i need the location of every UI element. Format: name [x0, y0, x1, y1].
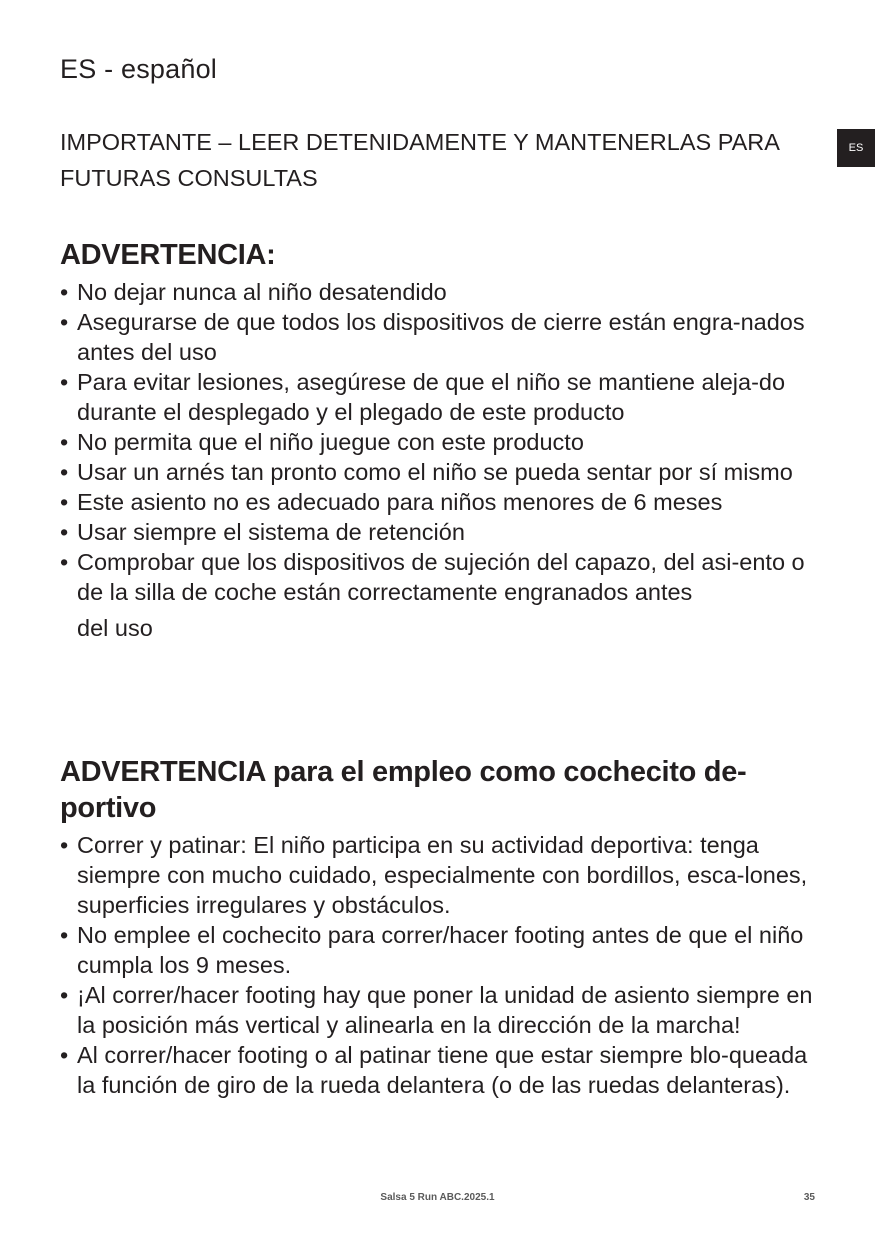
warning-heading: ADVERTENCIA:: [60, 239, 276, 271]
list-item: • Para evitar lesiones, asegúrese de que el niño se mantiene aleja-do durante el desplegado y el plegado de este producto: [60, 369, 786, 425]
list-item: • No emplee el cochecito para correr/hacer footing antes de que el niño cumpla los 9 meses.: [60, 922, 804, 978]
footer-document-title: Salsa 5 Run ABC.2025.1: [380, 1192, 495, 1203]
list-item: • Al correr/hacer footing o al patinar tiene que estar siempre blo-queada la función de giro de la rueda delantera (o de las ruedas delanteras).: [60, 1042, 808, 1098]
important-notice: IMPORTANTE – LEER DETENIDAMENTE Y MANTENERLAS PARA FUTURAS CONSULTAS: [60, 129, 779, 191]
sport-warning-heading: ADVERTENCIA para el empleo como cochecito de-portivo: [60, 756, 747, 824]
list-item: • No dejar nunca al niño desatendido: [60, 279, 447, 305]
list-item: • Asegurarse de que todos los dispositivos de cierre están engra-nados antes del uso: [60, 309, 805, 365]
list-item: • Usar un arnés tan pronto como el niño se pueda sentar por sí mismo: [60, 459, 793, 485]
list-item: • Comprobar que los dispositivos de sujeción del capazo, del asi-ento o de la silla de coche están correctamente engranados antes del uso: [60, 547, 830, 643]
list-item: • Usar siempre el sistema de retención: [60, 519, 465, 545]
warning-list: [60, 277, 830, 643]
list-item: • No permita que el niño juegue con este producto: [60, 429, 584, 455]
list-item-continuation: del uso: [77, 615, 153, 641]
list-item: • Correr y patinar: El niño participa en su actividad deportiva: tenga siempre con mucho cuidado, especialmente con bordillos, esca-lones, superficies irregulares y obstáculos.: [60, 832, 808, 918]
page-number: 35: [803, 1192, 815, 1203]
language-tab: ES: [837, 129, 875, 167]
language-title: ES - español: [60, 54, 217, 84]
list-item: • ¡Al correr/hacer footing hay que poner la unidad de asiento siempre en la posición más vertical y alinearla en la dirección de la marcha!: [60, 982, 813, 1038]
sport-warning-list: [60, 830, 830, 1100]
list-item: • Este asiento no es adecuado para niños menores de 6 meses: [60, 489, 723, 515]
